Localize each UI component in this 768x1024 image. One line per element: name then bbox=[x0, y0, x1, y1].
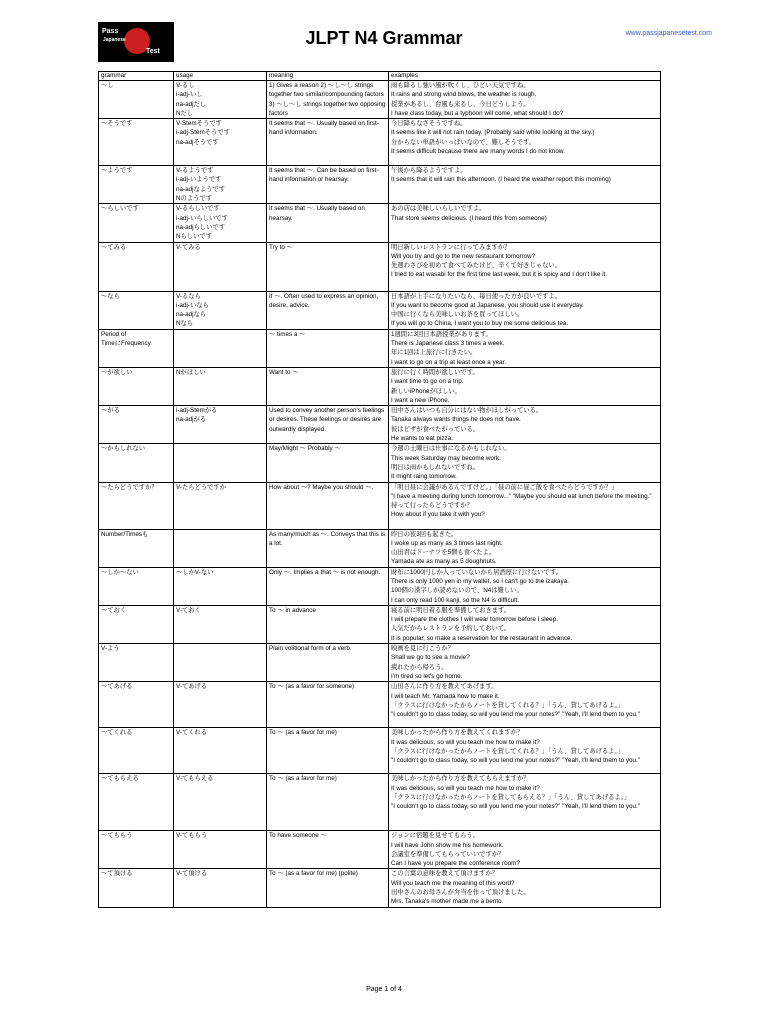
table-row bbox=[99, 81, 661, 119]
examples-cell bbox=[389, 242, 661, 291]
example-line: 人気だからレストランを予約しておいて。 bbox=[391, 625, 511, 633]
usage-cell: V-てみる bbox=[174, 242, 267, 291]
example-line: 山田君はドーナツを5個も食べたよ。 bbox=[391, 549, 496, 557]
logo-text-japanese: Japanese bbox=[103, 37, 126, 43]
table-header-row bbox=[99, 72, 661, 81]
examples-cell bbox=[389, 406, 661, 444]
meaning-cell: 1) Gives a reason 2) 〜し〜し strings together two similar/compounding factors 3) 〜し〜し strings together two opposing factors bbox=[267, 81, 389, 119]
usage-cell: Nがほしい bbox=[174, 367, 267, 405]
meaning-cell: To have someone 〜 bbox=[267, 831, 389, 869]
usage-cell: i-adj-Stemがる na-adjがる bbox=[174, 406, 267, 444]
meaning-cell: To 〜 (as a favor for me) bbox=[267, 774, 389, 831]
example-line: 田中さんのお母さんが弁当を作って頂けました。 bbox=[391, 889, 530, 897]
example-line: "I couldn't go to class today, so will you lend me your notes?" "Yeah, I'll lend them to you." bbox=[391, 803, 641, 811]
meaning-cell: To 〜 (as a favor for someone) bbox=[267, 682, 389, 728]
table-row bbox=[99, 367, 661, 405]
example-line: I tried to eat wasabi for the first time last week, but it is spicy and I don't like it. bbox=[391, 271, 608, 279]
grammar-cell: 〜そうです bbox=[99, 119, 174, 166]
example-line: It seems like it will not rain today. (Probably said while looking at the sky.) bbox=[391, 129, 595, 137]
meaning-cell: As many/much as 〜. Conveys that this is a lot. bbox=[267, 529, 389, 567]
grammar-cell: 〜ようです bbox=[99, 166, 174, 204]
examples-cell bbox=[389, 204, 661, 242]
example-line: It seems that it will rain this afternoon. (I heard the weather report this morning) bbox=[391, 176, 611, 184]
examples-cell bbox=[389, 329, 661, 367]
grammar-cell: 〜かもしれない bbox=[99, 444, 174, 482]
meaning-cell: To 〜 in advance bbox=[267, 605, 389, 643]
table-row bbox=[99, 166, 661, 204]
example-line: I want a new iPhone. bbox=[391, 396, 450, 404]
example-line: 会議室を準備してもらっていいですか？ bbox=[391, 850, 505, 858]
table-row bbox=[99, 482, 661, 529]
example-line: It rains and strong wind blows, the weather is rough. bbox=[391, 91, 537, 99]
grammar-cell: 〜がる bbox=[99, 406, 174, 444]
meaning-cell: To 〜 (as a favor for me) bbox=[267, 728, 389, 774]
table-row bbox=[99, 605, 661, 643]
example-line: I want time to go on a trip. bbox=[391, 378, 464, 386]
example-line: There is only 1000 yen in my wallet, so I can't go to the izakaya. bbox=[391, 577, 569, 585]
example-line: It was delicious, so will you teach me how to make it? bbox=[391, 784, 540, 792]
examples-cell bbox=[389, 367, 661, 405]
example-line: 美味しかったから作り方を教えてもらえますか？ bbox=[391, 775, 530, 783]
grammar-cell: Period of TimeにFrequency bbox=[99, 329, 174, 367]
example-line: 旅行に行く時間が欲しいです。 bbox=[391, 368, 479, 376]
example-line: 田中さんはいつも自分にはない物がほしがっている。 bbox=[391, 407, 543, 415]
table-row bbox=[99, 728, 661, 774]
usage-cell bbox=[174, 444, 267, 482]
example-line: 午後から降るようですよ。 bbox=[391, 167, 467, 175]
grammar-cell: 〜てあげる bbox=[99, 682, 174, 728]
grammar-cell: Number/Timesも bbox=[99, 529, 174, 567]
column-header-meaning: meaning bbox=[267, 72, 389, 81]
example-line: 美味しかったから作り方を教えてくれますか？ bbox=[391, 729, 524, 737]
table-row bbox=[99, 406, 661, 444]
example-line: How about if you take it with you? bbox=[391, 511, 485, 519]
example-line: 今日降らなさそうですね。 bbox=[391, 120, 467, 128]
example-line: Tanaka always wants things he does not have. bbox=[391, 416, 521, 424]
table-row bbox=[99, 644, 661, 682]
example-line: 1週間に3回日本語授業があります。 bbox=[391, 330, 492, 338]
example-line: 財布に1000円しか入っていないから居酒屋に行けないです。 bbox=[391, 568, 562, 576]
example-line: 「クラスに行けなかったからノートを貸してくれる？」「うん、貸してあげるよ。」 bbox=[391, 747, 624, 755]
example-line: 先週わさびを初めて食べてみたけど、辛くて好きじゃない。 bbox=[391, 262, 562, 270]
example-line: "I couldn't go to class today, so will you lend me your notes?" "Yeah, I'll lend them to you." bbox=[391, 757, 641, 765]
examples-cell bbox=[389, 482, 661, 529]
example-line: I have class today, but a typhoon will come, what should I do? bbox=[391, 109, 564, 117]
example-line: あの店は美味しいらしいですよ。 bbox=[391, 205, 486, 213]
example-line: If you will go to China, I want you to buy me some delicious tea. bbox=[391, 320, 569, 328]
usage-cell bbox=[174, 529, 267, 567]
example-line: 山田さんに作り方を教えてあげます。 bbox=[391, 683, 498, 691]
example-line: I woke up as many as 3 times last night. bbox=[391, 539, 503, 547]
examples-cell bbox=[389, 869, 661, 907]
grammar-cell: 〜なら bbox=[99, 291, 174, 329]
table-row bbox=[99, 682, 661, 728]
grammar-table bbox=[98, 71, 661, 908]
meaning-cell: Try to 〜 bbox=[267, 242, 389, 291]
example-line: 分からない単語がいっぱいなので、難しそうです。 bbox=[391, 138, 536, 146]
example-line: 映画を見に行こうか？ bbox=[391, 645, 454, 653]
examples-cell bbox=[389, 81, 661, 119]
usage-cell: V-Stemそうです i-adj-Stemそうです na-adjそうです bbox=[174, 119, 267, 166]
example-line: Will you teach me the meaning of this word? bbox=[391, 879, 515, 887]
usage-cell: V-てもらえる bbox=[174, 774, 267, 831]
table-row bbox=[99, 567, 661, 605]
example-line: It seems difficult because there are many words I do not know. bbox=[391, 148, 565, 156]
page-title: JLPT N4 Grammar bbox=[305, 28, 463, 48]
meaning-cell: To 〜 (as a favor for me) (polite) bbox=[267, 869, 389, 907]
usage-cell bbox=[174, 644, 267, 682]
usage-cell: V-てもらう bbox=[174, 831, 267, 869]
grammar-cell: 〜て頂ける bbox=[99, 869, 174, 907]
logo-text-pass: Pass bbox=[102, 28, 119, 35]
table-row bbox=[99, 119, 661, 166]
examples-cell bbox=[389, 774, 661, 831]
examples-cell bbox=[389, 567, 661, 605]
table-row bbox=[99, 831, 661, 869]
examples-cell bbox=[389, 291, 661, 329]
example-line: 年に1回は上旅行に行きたい。 bbox=[391, 349, 477, 357]
usage-cell: V-てあげる bbox=[174, 682, 267, 728]
example-line: 新しいiPhoneがほしい。 bbox=[391, 387, 461, 395]
column-header-examples: examples bbox=[389, 72, 661, 81]
example-line: この言葉の意味を教えて頂けますか？ bbox=[391, 870, 499, 878]
usage-cell: 〜しかV-ない bbox=[174, 567, 267, 605]
example-line: 中国に行くなら美味しいお茶を買ってほしい。 bbox=[391, 311, 524, 319]
usage-cell: V-るなら i-adj-いなら na-adjなら Nなら bbox=[174, 291, 267, 329]
example-line: 今週の土曜日は仕事になるかもしれない。 bbox=[391, 445, 511, 453]
examples-cell bbox=[389, 166, 661, 204]
example-line: Can I have you prepare the conference room? bbox=[391, 860, 520, 868]
grammar-cell: 〜てもらえる bbox=[99, 774, 174, 831]
meaning-cell: How about 〜? Maybe you should 〜. bbox=[267, 482, 389, 529]
example-line: 「明日昼に会議があるんですけど。」「昼の前に昼ご飯を食べたらどうですか？」 bbox=[391, 483, 618, 491]
grammar-cell: V-よう bbox=[99, 644, 174, 682]
example-line: 100個の漢字しか読めないので、N4は難しい。 bbox=[391, 587, 523, 595]
example-line: That store seems delicious. (I heard this from someone) bbox=[391, 214, 547, 222]
examples-cell bbox=[389, 529, 661, 567]
table-row bbox=[99, 444, 661, 482]
table-row bbox=[99, 529, 661, 567]
meaning-cell: Only 〜. Implies a that 〜 is not enough. bbox=[267, 567, 389, 605]
example-line: It was delicious, so will you teach me how to make it? bbox=[391, 738, 540, 746]
example-line: It is popular, so make a reservation for the restaurant in advance. bbox=[391, 634, 573, 642]
example-line: 明日は雨かもしれないですね。 bbox=[391, 463, 480, 471]
grammar-cell: 〜が欲しい bbox=[99, 367, 174, 405]
usage-cell bbox=[174, 329, 267, 367]
usage-cell: V-るらしいです i-adj-いらしいです na-adjらしいです Nらしいです bbox=[174, 204, 267, 242]
table-row bbox=[99, 204, 661, 242]
usage-cell: V-てくれる bbox=[174, 728, 267, 774]
example-line: I will teach Mr. Yamada how to make it. bbox=[391, 692, 500, 700]
example-line: 雨も降るし強い風が吹くし、ひどい天気ですね。 bbox=[391, 82, 530, 89]
grammar-cell: 〜しか〜ない bbox=[99, 567, 174, 605]
examples-cell bbox=[389, 119, 661, 166]
example-line: Shall we go to see a movie? bbox=[391, 654, 470, 662]
examples-cell bbox=[389, 728, 661, 774]
example-line: There is Japanese class 3 times a week. bbox=[391, 340, 505, 348]
website-link[interactable]: www.passjapanesetest.com bbox=[625, 30, 712, 37]
meaning-cell: 〜 times a 〜 bbox=[267, 329, 389, 367]
grammar-cell: 〜てみる bbox=[99, 242, 174, 291]
example-line: Will you try and go to the new restaurant tomorrow? bbox=[391, 252, 536, 260]
meaning-cell: Want to 〜 bbox=[267, 367, 389, 405]
example-line: 授業があるし、台風も来るし、今日どうしよう。 bbox=[391, 100, 530, 108]
grammar-cell: 〜たらどうですか？ bbox=[99, 482, 174, 529]
usage-cell: V-ておく bbox=[174, 605, 267, 643]
table-row bbox=[99, 329, 661, 367]
example-line: I will prepare the clothes I will wear tomorrow before I sleep. bbox=[391, 616, 558, 624]
usage-cell: V-て頂ける bbox=[174, 869, 267, 907]
example-line: I'm tired so let's go home. bbox=[391, 672, 463, 680]
meaning-cell: Used to convey another person's feelings or desires. These feelings or desires are outwardly displayed. bbox=[267, 406, 389, 444]
example-line: 昨日の夜3回も起きた。 bbox=[391, 530, 458, 538]
example-line: 「クラスに行けなかったからノートを貸してもらえる？」「うん、貸してあげるよ。」 bbox=[391, 793, 631, 801]
usage-cell: V-るし i-adj-いし na-adjだし Nだし bbox=[174, 81, 267, 119]
grammar-cell: 〜てもらう bbox=[99, 831, 174, 869]
example-line: Yamada ate as many as 5 doughnuts. bbox=[391, 558, 497, 566]
example-line: 疲れたから帰ろう。 bbox=[391, 663, 448, 671]
example-line: I can only read 100 kanji, so the N4 is difficult. bbox=[391, 596, 519, 604]
column-header-grammar: grammar bbox=[99, 72, 174, 81]
grammar-cell: 〜らしいです bbox=[99, 204, 174, 242]
examples-cell bbox=[389, 605, 661, 643]
example-line: It might raing tomorrow. bbox=[391, 473, 457, 481]
table-row bbox=[99, 242, 661, 291]
example-line: 彼はピザが食べたがっている。 bbox=[391, 425, 480, 433]
example-line: He wants to eat pizza. bbox=[391, 435, 453, 443]
examples-cell bbox=[389, 831, 661, 869]
table-row bbox=[99, 291, 661, 329]
example-line: 日本語が上手になりたいなら、毎日使った方が良いですよ。 bbox=[391, 292, 562, 300]
example-line: "I couldn't go to class today, so will you lend me your notes?" "Yeah, I'll lend them to you." bbox=[391, 711, 641, 719]
grammar-cell: 〜ておく bbox=[99, 605, 174, 643]
meaning-cell: It seems that 〜. Can be based on first-hand information or hearsay. bbox=[267, 166, 389, 204]
example-line: Mrs. Tanaka's mother made me a bento. bbox=[391, 898, 504, 906]
meaning-cell: Plain volitional form of a verb. bbox=[267, 644, 389, 682]
example-line: If you want to become good at Japanese, you should use it everyday. bbox=[391, 301, 584, 309]
grammar-cell: 〜し bbox=[99, 81, 174, 119]
example-line: 「クラスに行けなかったからノートを貸してくれる？」「うん、貸してあげるよ。」 bbox=[391, 701, 624, 709]
meaning-cell: If 〜. Often used to express an opinion, desire, advice. bbox=[267, 291, 389, 329]
meaning-cell: May/Might 〜 Probably 〜 bbox=[267, 444, 389, 482]
example-line: ジョンに宿題を見せてもらう。 bbox=[391, 832, 480, 840]
examples-cell bbox=[389, 444, 661, 482]
examples-cell bbox=[389, 682, 661, 728]
example-line: I want to go on a trip at least once a year. bbox=[391, 358, 507, 366]
usage-cell: V-たらどうですか bbox=[174, 482, 267, 529]
example-line: I will have John show me his homework. bbox=[391, 841, 504, 849]
table-row bbox=[99, 774, 661, 831]
usage-cell: V-るようです i-adj-いようです na-adjなようです Nのようです bbox=[174, 166, 267, 204]
table-row bbox=[99, 869, 661, 907]
example-line: 明日新しいレストランに行ってみますか？ bbox=[391, 243, 511, 251]
page-number: Page 1 of 4 bbox=[366, 986, 402, 993]
meaning-cell: It seems that 〜. Usually based on first-hand information. bbox=[267, 119, 389, 166]
example-line: "I have a meeting during lunch tomorrow..." "Maybe you should eat lunch before the meeting." bbox=[391, 492, 652, 500]
column-header-usage: usage bbox=[174, 72, 267, 81]
example-line: 持って行ったらどうですか？ bbox=[391, 502, 473, 510]
meaning-cell: It seems that 〜. Usually based on hearsay. bbox=[267, 204, 389, 242]
logo-text-test: Test bbox=[146, 48, 160, 55]
examples-cell bbox=[389, 644, 661, 682]
example-line: 寝る前に明日着る服を準備しておきます。 bbox=[391, 606, 511, 614]
grammar-cell: 〜てくれる bbox=[99, 728, 174, 774]
example-line: This week Saturday may become work. bbox=[391, 454, 501, 462]
